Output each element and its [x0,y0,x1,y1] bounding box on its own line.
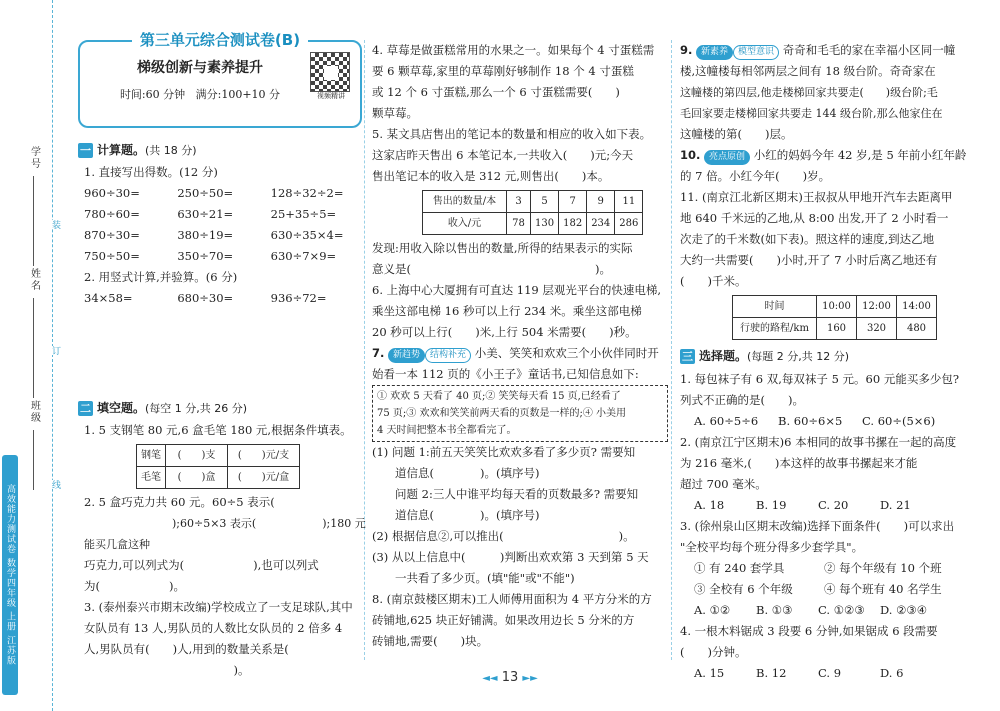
c2-q5 [372,124,668,187]
option[interactable]: B. ①③ [756,603,793,617]
c3-q11 [680,187,976,292]
calc-item: 350÷70= [177,249,234,263]
text-line: 这幢楼的第( )层。 [680,127,793,141]
student-no-label: 学号 [28,146,40,170]
text-line: (2) 根据信息②,可以推出( )。 [372,529,635,543]
c2-q5-find [372,238,668,280]
text-line: 1. 每包袜子有 6 双,每双袜子 5 元。60 元能买多少包? [680,372,959,386]
table-cell: 182 [559,213,587,235]
option[interactable]: C. 20 [818,498,849,512]
text-line: ( )千米。 [680,274,747,288]
condition: ④ 每个班有 40 名学生 [824,582,942,596]
text-line: 小红的妈妈今年 42 岁,是 5 年前小红年龄 [753,148,967,162]
page-number [470,668,550,688]
text-line: 楼,这幢楼每相邻两层之间有 18 级台阶。奇奇家在 [680,64,936,78]
page-number-value: 13 [501,670,519,685]
text-line: ( )分钟。 [680,645,747,659]
table-cell: 7 [559,191,587,213]
s3-q2 [680,432,976,516]
table-cell: 320 [857,318,897,340]
table-cell: 毛笔 [137,467,166,489]
s3-q3-conds-2 [680,579,976,600]
section-1-heading [78,141,363,160]
section-1-note: (共 18 分) [145,144,197,157]
text-line: 女队员有 13 人,男队员的人数比女队员的 2 倍多 4 [84,621,343,635]
page-subtitle: 梯级创新与素养提升 [137,60,263,76]
table-cell: 234 [587,213,615,235]
table-cell: 11 [615,191,643,213]
text-line: 意义是( )。 [372,262,611,276]
table-cell: 78 [507,213,531,235]
table-cell: 130 [531,213,559,235]
text-line: 5. 某文具店售出的笔记本的数量和相应的收入如下表。 [372,127,652,141]
text-line: 售出笔记本的收入是 312 元,则售出( )本。 [372,169,610,183]
section-3-number: 三 [682,350,693,363]
calc-item: 750÷50= [84,249,140,263]
text-line: 2. 5 盒巧克力共 60 元。60÷5 表示( [84,495,333,509]
s1-row-4 [84,246,364,267]
option[interactable]: D. 21 [880,498,911,512]
text-line: 始看一本 112 页的《小王子》童话书,已知信息如下: [372,367,639,381]
s3-q1-options [680,411,976,432]
table-cell: 14:00 [897,296,937,318]
s1-row-2 [84,204,364,225]
column-divider-2 [671,40,672,660]
text-line: 这家店昨天售出 6 本笔记本,一共收入( )元;今天 [372,148,634,162]
table-cell: 行驶的路程/km [733,318,817,340]
section-3-title: 选择题。 [699,349,748,363]
text-line: 为( )。 [84,579,185,593]
cut-mark-1: 装 [47,220,61,229]
s1-q2-items [84,288,364,309]
name-line [33,298,34,398]
text-line: 列式不正确的是( )。 [680,393,804,407]
calc-item: 630÷7×9= [270,249,337,263]
section-1-body [84,162,364,309]
text-line: 20 秒可以上行( )米,上行 504 米需要( )秒。 [372,325,637,339]
section-3-note: (每题 2 分,共 12 分) [747,350,850,363]
q9-tag-model: 模型意识 [733,45,779,60]
info-line: 4 天时间把整本书全都看完了。 [377,425,517,436]
text-line: 要 6 颗草莓,家里的草莓刚好够制作 18 个 4 寸蛋糕 [372,64,634,78]
qr-code[interactable] [310,52,352,100]
calc-item: 780÷60= [84,207,140,221]
option[interactable]: A. 15 [694,666,725,680]
s3-q2-options [680,495,976,516]
table-cell: 12:00 [857,296,897,318]
qr-code-icon [310,52,350,92]
text-line: 6. 上海中心大厦拥有可直达 119 层观光平台的快速电梯, [372,283,662,297]
class-line [33,430,34,490]
text-line: (1) 问题 1:前五天笑笑比欢欢多看了多少页? 需要知 [372,445,636,459]
table-cell: 9 [587,191,615,213]
s1-q1-prompt: 1. 直接写出得数。(12 分) [84,165,218,179]
table-cell: 5 [531,191,559,213]
text-line: 小美、笑笑和欢欢三个小伙伴同时开 [474,346,659,360]
vertical-calc-item: 34×58= [84,291,133,305]
section-2-heading [78,399,363,418]
table-cell: 10:00 [817,296,857,318]
table-cell: 160 [817,318,857,340]
text-line: 这幢楼的第四层,他走楼梯回家共要走( )级台阶;毛 [680,86,938,99]
info-line: ① 欢欢 5 天看了 40 页;② 笑笑每天看 15 页,已经看了 [377,391,621,402]
text-line: 4. 草莓是做蛋糕常用的水果之一。如果每个 4 寸蛋糕需 [372,43,655,57]
text-line: 毛回家要走楼梯回家共要走 144 级台阶,那么他家住在 [680,107,943,120]
text-line: 巧克力,可以列式为( ),也可以列式 [84,558,319,572]
option[interactable]: A. ①② [694,603,731,617]
section-2-number: 二 [80,402,91,415]
table-cell: 时间 [733,296,817,318]
text-line: 道信息( )。(填序号) [372,508,540,522]
time-score [100,86,300,103]
text-line: 道信息( )。(填序号) [372,466,540,480]
calc-item: 250÷50= [177,186,234,200]
text-line: 的 7 倍。小红今年( )岁。 [680,169,831,183]
option[interactable]: B. 60÷6×5 [778,414,843,428]
option[interactable]: C. 60÷(5×6) [862,414,936,428]
next-arrow-icon: ►► [522,673,538,684]
text-line: "全校平均每个班分得多少套学具"。 [680,540,864,554]
info-line: 75 页;③ 欢欢和笑笑前两天看的页数是一样的;④ 小美用 [377,408,626,419]
text-line: 次走了的千米数(如下表)。照这样的速度,到达乙地 [680,232,935,246]
calc-item: 630÷35×4= [270,228,344,242]
text-line: 3. (泰州泰兴市期末改编)学校成立了一支足球队,其中 [84,600,353,614]
s3-q4-options [680,663,976,684]
full-score: 满分:100+10 分 [195,88,281,101]
time-limit: 时间:60 分钟 [119,88,186,101]
s3-q3-options [680,600,976,621]
s2-q3 [84,597,366,681]
calc-item: 960÷30= [84,186,140,200]
condition: ② 每个年级有 10 个班 [824,561,942,575]
table-cell: 286 [615,213,643,235]
class-label: 班级 [28,400,40,424]
table-cell[interactable]: ( )支 [166,445,228,467]
table-cell: 3 [507,191,531,213]
text-line: );60÷5×3 表示( );180 元能买几盒这种 [84,517,366,551]
text-line: 超过 700 毫米。 [680,477,767,491]
section-1-number: 一 [80,144,91,157]
title-box [78,31,362,128]
section-2-title: 填空题。 [97,401,146,415]
c2-q5-table [422,190,643,235]
table-cell[interactable]: ( )元/盒 [228,467,300,489]
c3-q11-table [732,295,937,340]
option[interactable]: C. ①②③ [818,603,865,617]
text-line: )。 [84,663,250,677]
option[interactable]: B. 12 [756,666,787,680]
s1-row-3 [84,225,364,246]
text-line: 11. (南京江北新区期末)王叔叔从甲地开汽车去距离甲 [680,190,953,204]
vertical-calc-item: 680÷30= [177,291,234,305]
table-cell: 收入/元 [423,213,507,235]
s1-q2-prompt: 2. 用竖式计算,并验算。(6 分) [84,270,238,284]
q7-info-box [372,385,668,442]
text-line: 或 12 个 6 寸蛋糕,那么一个 6 寸蛋糕需要( ) [372,85,620,99]
calc-item: 380÷19= [177,228,234,242]
text-line: 发现:用收入除以售出的数量,所得的结果表示的实际 [372,241,633,255]
text-line: 一共看了多少页。(填"能"或"不能") [372,571,575,585]
cut-line [52,0,53,711]
text-line: 2. (南京江宁区期末)6 本相同的故事书摞在一起的高度 [680,435,957,449]
s2-q2 [84,492,366,597]
s3-q4 [680,621,976,684]
c2-q6 [372,280,668,343]
calc-item: 870÷30= [84,228,140,242]
option[interactable]: D. ②③④ [880,603,928,617]
table-cell: 钢笔 [137,445,166,467]
section-1-title: 计算题。 [97,143,146,157]
text-line: 颗草莓。 [372,106,418,120]
page-title: 第三单元综合测试卷(B) [132,31,308,49]
q9-tag-literacy: 新素养 [696,45,733,60]
column-3 [680,40,976,684]
text-line: 乘坐这部电梯 16 秒可以上行 234 米。乘坐这部电梯 [372,304,642,318]
calc-item: 25+35÷5= [270,207,337,221]
option[interactable]: C. 9 [818,666,842,680]
text-line: 地 640 千米远的乙地,从 8:00 出发,开了 2 小时看一 [680,211,949,225]
s3-q1 [680,369,976,432]
column-2 [372,40,668,652]
c3-q10: 10. 亮点原创 小红的妈妈今年 42 岁,是 5 年前小红年龄 的 7 倍。小红今年( )岁。 [680,145,976,187]
text-line: 奇奇和毛毛的家在幸福小区同一幢 [782,43,956,57]
section-2-body [84,420,366,681]
prev-arrow-icon: ◄◄ [482,673,498,684]
condition: ③ 全校有 6 个年级 [694,582,793,596]
text-line: 4. 一根木料锯成 3 段要 6 分钟,如果锯成 6 段需要 [680,624,938,638]
table-cell: 480 [897,318,937,340]
text-line: 8. (南京鼓楼区期末)工人师傅用面积为 4 平方分米的方 [372,592,652,606]
text-line: 人,男队员有( )人,用到的数量关系是( [84,642,289,656]
qr-caption: 视频精讲 [317,92,345,100]
c2-q4 [372,40,668,124]
table-cell[interactable]: ( )元/支 [228,445,300,467]
s3-q3-conds-1 [680,558,976,579]
vertical-calc-item: 936÷72= [270,291,327,305]
option[interactable]: B. 19 [756,498,787,512]
option[interactable]: D. 6 [880,666,904,680]
calc-item: 630÷21= [177,207,234,221]
c3-q9: 9. 新素养 模型意识 奇奇和毛毛的家在幸福小区同一幢 楼,这幢楼每相邻两层之间有 18 级台阶。奇奇家在 这幢楼的第四层,他走楼梯回家共要走( )级台阶;毛 毛回家要走楼梯回家共要走 144 级台阶,那么他家住在 这幢楼的第( )层。 [680,40,976,145]
condition: ① 有 240 套学具 [694,561,785,575]
table-cell[interactable]: ( )盒 [166,467,228,489]
option[interactable]: A. 18 [694,498,725,512]
name-label: 姓名 [28,268,40,292]
q7-tag-structure: 结构补充 [425,348,471,363]
c2-q8 [372,589,668,652]
section-2-note: (每空 1 分,共 26 分) [145,402,248,415]
student-no-line [33,176,34,266]
option[interactable]: A. 60÷5÷6 [694,414,759,428]
text-line: 砖铺地,625 块正好铺满。如果改用边长 5 分米的方 [372,613,635,627]
table-cell: 售出的数量/本 [423,191,507,213]
text-line: 大约一共需要( )小时,开了 7 小时后离乙地还有 [680,253,938,267]
q10-tag-original: 亮点原创 [704,150,750,165]
binding-strip [0,0,70,711]
s3-q3 [680,516,976,621]
section-3-heading [680,346,976,367]
cut-mark-2: 订 [47,346,61,355]
text-line: 3. (徐州泉山区期末改编)选择下面条件( )可以求出 [680,519,955,533]
text-line: 为 216 毫米,( )本这样的故事书摞起来才能 [680,456,918,470]
text-line: 问题 2:三人中谁平均每天看的页数最多? 需要知 [372,487,639,501]
s2-q1-table [136,444,300,489]
cut-mark-3: 线 [47,480,61,489]
q7-tag-trend: 新趋势 [388,348,425,363]
series-badge: 高效能力测试卷 数学四年级 上册 江苏版 [2,455,18,695]
c2-q7: 7. 新趋势 结构补充 小美、笑笑和欢欢三个小伙伴同时开 始看一本 112 页的《小王子》童话书,已知信息如下: ① 欢欢 5 天看了 40 页;② 笑笑每天看 15 页,已经看了 75 页;③ 欢欢和笑笑前两天看的页数是一样的;④ 小美用 4 天时间把整本书全都看完了。 (1) 问题 1:前五天笑笑比欢欢多看了多少页? 需要知 道信息( )。(填序号) 问题 2:三人中谁平均每天看的页数最多? 需要知 道信息( )。(填序号) (2) 根据信息②,可以推出( )。 (3) 从以上信息中( )判断出欢欢第 3 天到第 5 天 一共看了多少页。(填"能"或"不能") [372,343,668,589]
s1-row-1 [84,183,364,204]
text-line: 砖铺地,需要( )块。 [372,634,489,648]
calc-item: 128÷32÷2= [270,186,344,200]
text-line: (3) 从以上信息中( )判断出欢欢第 3 天到第 5 天 [372,550,649,564]
s2-q1-prompt: 1. 5 支钢笔 80 元,6 盒毛笔 180 元,根据条件填表。 [84,423,352,437]
